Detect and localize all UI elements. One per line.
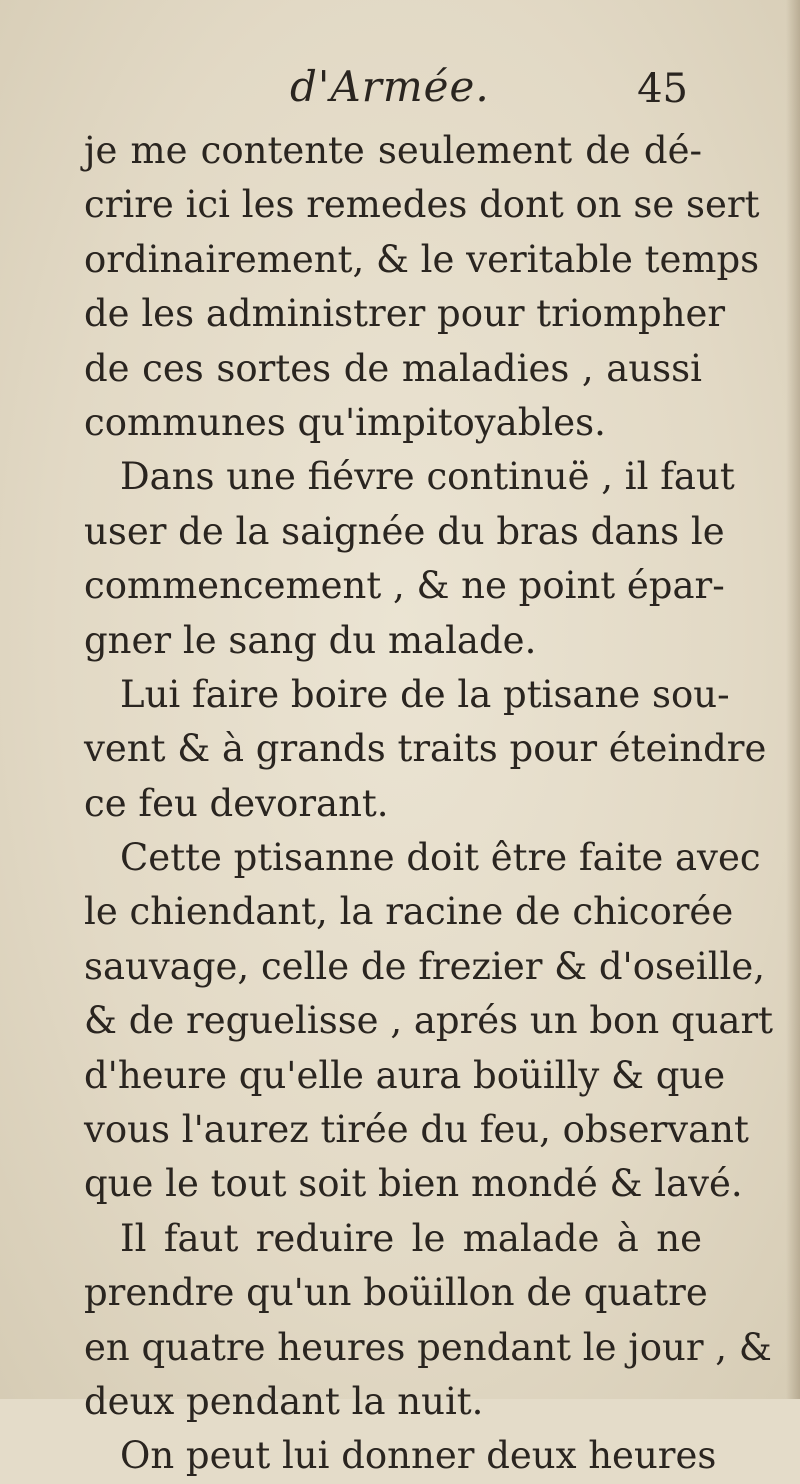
text-line: deux pendant la nuit. [84,1379,484,1423]
text-line: vous l'aurez tirée du feu, observant [84,1108,749,1152]
text-line: vent & à grands traits pour éteindre [84,727,767,771]
page-number: 45 [637,66,688,112]
text-line: Dans une fiévre continuë , il faut [120,455,735,499]
text-line: Il faut reduire le malade à ne [120,1216,702,1260]
text-line: & de reguelisse , aprés un bon quart [84,999,774,1043]
text-line: ordinairement, & le veritable temps [84,237,760,281]
text-line: en quatre heures pendant le jour , & [84,1325,772,1369]
text-line: prendre qu'un boüillon de quatre [84,1271,708,1315]
text-line: Lui faire boire de la ptisane sou- [120,672,730,716]
body-text [84,124,774,1484]
text-line: communes qu'impitoyables. [84,400,606,444]
text-line: de les administrer pour triompher [84,292,726,336]
text-line: le chiendant, la racine de chicorée [84,890,734,934]
page-header [0,62,800,122]
text-line: sauvage, celle de frezier & d'oseille, [84,944,766,988]
running-head: d'Armée. [290,62,490,111]
text-line: de ces sortes de maladies , aussi [84,346,702,390]
text-line: Cette ptisanne doit être faite avec [120,836,761,880]
text-line: ce feu devorant. [84,781,389,825]
text-line: d'heure qu'elle aura boüilly & que [84,1053,726,1097]
text-line: je me contente seulement de dé- [84,129,702,172]
text-line: commencement , & ne point épar- [84,564,725,608]
text-line: que le tout soit bien mondé & lavé. [84,1162,743,1206]
text-line: user de la saignée du bras dans le [84,509,725,553]
text-line: On peut lui donner deux heures [120,1434,717,1478]
page-edge-shadow [786,0,800,1399]
text-line: gner le sang du malade. [84,618,537,662]
text-line: crire ici les remedes dont on se sert [84,183,760,227]
